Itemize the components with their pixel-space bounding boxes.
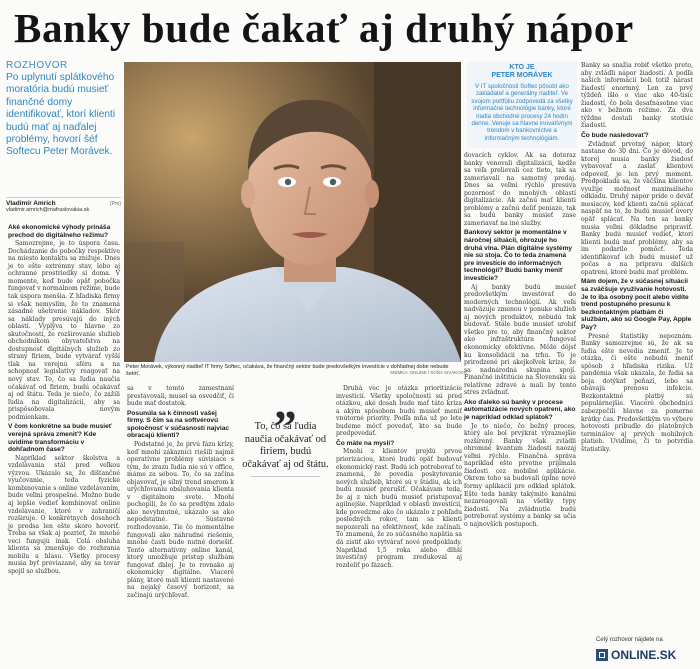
paragraph: sa v tomto zamestnaní prestavovali, musel sa osvedčiť, či bude mať dostatok. [127,385,234,408]
paragraph: Je to niečo, čo bežný proces, ktorý ale bol prvýkrát výraznejšie rozšírený. Banky však zvládli ohromné kvantum žiadostí naozaj veľmi rýchlo. Finančná správa napríklad ešte prvotne prijímala žiadosti cez mobilné aplikácie. Okrem toho sa budovali úplne nové formy aplikácií pre odklad splátok. Ešte teda banky takýmito kanálmi nezareagovali na všetky typy žiadostí. Na zvládnutie budú potrebovať systémy a banky sa učia o najnovších postupoch. [464,422,576,528]
paragraph: Podstatné je, že prvú fázu krízy, keď mnohí zákazníci riešili najmä operatívne problémy súvisiace s tým, že zrazu ľudia nie sú v office, máme za sebou. To, čo sa začína objavovať, je silný trend smerom k urýchľovaniu obsluhovania klienta v digitálnom svete. Mnohí pochopili, že čo sa predtým zdalo ako nevyhnutné, ukázalo sa ako nepodstatné. Sústavné rozhodovanie. Tie čo momentálne fungovali ako náhradné riešenie, mnohé časti bude nutné doriešiť. Tento alternatívny online kanál, ktorý umožňuje prístup službám fungovať ďalej. Je to rovnako aj ekonomicky digitálne. Viaceré plány, ktoré mali klienti nastavené na nejaký časový horizont, sa začínajú urýchľovať. [127,441,234,599]
profile-box [467,62,577,148]
paragraph: Napríklad sektor školstva a vzdelávania stál pred veľkou výzvou. Ukázalo sa, že dištančné vyučovanie, teda fyzické kombinovanie s online vzdelávaním, bude veľmi prospešné. Možno bude aj lepšie vedieť kombinovať online vzdelávanie, ktoré v zahraničí rozširuje. O konkrétnych dosahoch je predsa len ešte skoro hovoriť. Treba sa však aj pozrieť, že mnohé veci fungujú inak. Celá obsluha klienta sa zmenšuje do rozhrania mobilu a hlasu. Všetky procesy musia byť previazané, aby sa tovar spojil so službou. [8,454,120,575]
column-b [127,385,234,600]
paragraph: Aj banky budú musieť predovšetkým investovať do moderných technológií. Ak veľa nadväzuje zmenou v ponuke služieb aj nových produktov, nebudú tak budovať. Stále bude musieť urobiť všetko pre to, aby finančný sektor ako infraštruktúra fungoval ekonomicky efektívne. Môže dôjsť ku konsolidácii na trhu. To je prirodzené pri akejkoľvek kríze, že sa nadnárodná skupina spojí. Finančné inštitúcie na Slovensku sú relatívne zdravé a mali by tento stres zvládnuť. [464,283,576,397]
question: Bankový sektor je momentálne v náročnej situácii, ohrozuje ho druhá vlna. Plán digitálne systémy nie sú stoja. Čo to teda znamená pre investície do informačných technológií? Budú banky meniť investície? [464,229,573,283]
column-e [464,152,576,528]
portrait-photo [124,62,461,362]
author-email[interactable]: vladimir.amrich@mafraslovakia.sk [6,207,90,213]
headline: Banky bude čakať aj druhý nápor [14,5,634,51]
author-tag: (Pro) [109,201,121,207]
paragraph: Samozrejme, je to úspora času. Dochádzanie do pobočky respektíve na miesto kontaktu sa znižuje. Dnes je to ešte extrémny stav, lebo aj ochranné prostriedky si doma. V momente, keď bude opäť pobočka fungovať v normálnom režime, bude tak úspora menšia. Z hľadiska firmy si však nemyslím, že to znamená zásadné ušetrenie nákladov. Skôr sa náklady presúvajú do iných oblastí. Vyplýva to hlavne zo skutočnosti, že rozširovanie služieb obchodníkom obyvateľstva na dostupnosť digitálnych služieb zo strany firiem, bude vytvárať vyšší tlak na verejnú sféru a na schopnosť legislatívy reagovať na nový stav. To, čo sa ľudia naučia očakávať od firiem, budú očakávať aj od štátu. Teda je niečo, čo zažili ľudia na digitalizácii, aby sa prispôsobovala novým podmienkam. [8,240,120,421]
question: V čom konkrétne sa bude musieť verejná správa zmeniť? Kde uvidíme transformáciu v dohľadnom čase? [8,423,112,454]
paragraph: Zvládnuť prvotný nápor, ktorý nastane do 30 dní. Čo je dôvod, do ktorej musia banky žiadosť vybavovať a zaslať klientovi odpoveď, je len prvý moment. Predpokladá sa, že väčšina klientov využije možnosť maximálneho odkladu. Druhý nápor príde o deväť mesiacov, keď klienti začnú splácať naspäť na to, že budú musieť úvery opäť splácať. Na ten sa banky musia veľmi dôkladne pripraviť. Banky budú musieť vedieť, ktorí klienti budú mať problémy, aby sa im podarilo pomôcť. Teda identifikovať ich budú musieť už počas a na pripravu ďalších opatrení, ktoré budú mať problém. [581,140,693,276]
question: Ako ďaleko sú banky v procese automatizácie nových opatrení, ako je napríklad odklad splátok? [464,398,576,422]
question: Mám dojem, že v súčasnej situácii sa zväčšuje využívanie hotovosti. Je to iba osobný pocit alebo vidíte trend postupného presunu k bezkontaktným platbám či službám, ako sú Google Pay, Apple Pay? [581,278,692,331]
online-logo[interactable] [596,648,676,662]
quote-divider [251,476,320,477]
footer-note [596,637,692,643]
portrait-illustration [124,62,461,362]
column-d [336,385,462,569]
paragraph: Mnohí z klientov prejdú prvou priorizáciou, ktoré budú opäť budovať ekonomický rast. Budú ich potrebovať to znamená, že povedia poskytovanie nových služieb, ktoré sú v štádiu, ak ich budú musieť prerušiť. Očakávam teda, že aj z nich budú musieť pristupovať agilnejšie. Napríklad v oblasti investícií, kde povedzme ako čo ukázalo z pohľadu posledných rokov, tam sa klienti nepozerali na efektívnosť, kde začínali. To znamená, že zo súčasného napätia sa dá zistiť ako vytvárať nové predpoklady. Napríklad 1,5 roka alebo dlhší investičný program zredukoval aj rozdeliť po fázach. [336,448,462,569]
question: Čo bude nasledovať? [581,131,649,139]
footer-text: Celý rozhovor nájdete na [596,637,663,643]
paragraph: Druhá vec je otázka prioritizácie investícií. Všetky spoločnosti sú pred otázkou, aké dosah bude mať táto kríza a akým spôsobom budú musieť meniť vnútorné priority. Podľa mňa už po lete budeme môcť povedať, kto sa bude predpovedať. [336,385,462,438]
intro-text: Po uplynutí splátkového moratória budú musieť finančné domy identifikovať, ktorí klienti budú mať aj naďalej problémy, hovorí šéf Softecu Peter Morávek. [6,72,116,158]
author-block [6,197,121,213]
column-f [581,62,693,453]
intro-block [6,60,121,159]
profile-box-title: KTO JE PETER MORÁVEK [491,64,553,79]
column-a [8,222,120,575]
author-name: Vladimír Amrich [6,200,56,207]
paragraph: Banky sa snažia robiť všetko preto, aby zvládli nápor žiadostí. A podľa našich informácií boli totiž nárast žiadostí enormný. Len za prvý týždeň išlo o viac ako 40-tisíc žiadostí, čo bola desaťnásobne viac ako v bežnom režime. Za dva týždne dostali banky stotisíc žiadostí. [581,62,693,130]
question: Posunúla sa k činnosti vašej firmy. S čím sa na softvérovú spoločnosť v súčasnosti najviac obracajú klienti? [127,409,230,440]
paragraph: dovacích cyklov. Ak sa doteraz banky venovali digitalizácii, kedže sa veľa prelievali cez tieto, tak sa zameriavali na samotný predaj. Dnes sa veľmi rýchlo presúva pozornosť do mnohých oblastí digitalizácie. Ak začnú mať klienti problémy a začnú deliť peniaze, tak sa budú banky musieť zase zameriavať na iné služby. [464,152,576,227]
kicker: ROZHOVOR [6,60,68,71]
logo-text: ONLINE.SK [611,648,677,662]
photo-caption: Peter Morávek, výkonný riaditeľ IT firmy Softec, očakáva, že finančný sektor bude predovšetkým investície v dohľadnej dobe nebude šetriť. [126,364,449,377]
paragraph: Presné štatistiky nepoznám. Banky samozrejme sú, že ak sa ľudia ešte nevedia zmeniť. Je to otázka, či ešte nebudú meniť spôsob z hľadiska rizika. Už pandémia však ukázala, že ľudia sa boja dotýkať peňazí, lebo sa obávajú prenosu infekcie. Bezkontaktné platby sú populárnejšie. Viaceré obchodníci zabezpečili hlavne za pomerne krátky čas. Predovšetkým vo výbere hotovosti pribudlo do platobných terminálov aj prvých mobilných platieb. Uvidíme, či to potvrdia štatistiky. [581,332,693,453]
pull-quote [241,377,330,477]
profile-box-text: V IT spoločnosti Softec pôsobí ako zakladateľ a generálny riaditeľ. Ve svojom portfóliu zodpovedá za všetky informačné technológie banky, ktoré riadia obchodné procesy 24 hodín denne. Venuje sa hlavne inovatívnym trendom v bankovníctve a informačným technológiám. [471,83,573,142]
quote-text: To, čo sa ľudia naučia očakávať od firiem, budú očakávať aj od štátu. [242,421,329,470]
photo-credit: SNÍMKA: ONLINE / SOŇA SIVÁKOVÁ [390,370,467,375]
question: Aké ekonomické výhody prináša prechod do digitálneho režimu? [8,224,111,239]
quote-mark-icon: „ [274,377,297,428]
question: Čo máte na mysli? [336,439,395,447]
logo-icon [596,649,608,661]
